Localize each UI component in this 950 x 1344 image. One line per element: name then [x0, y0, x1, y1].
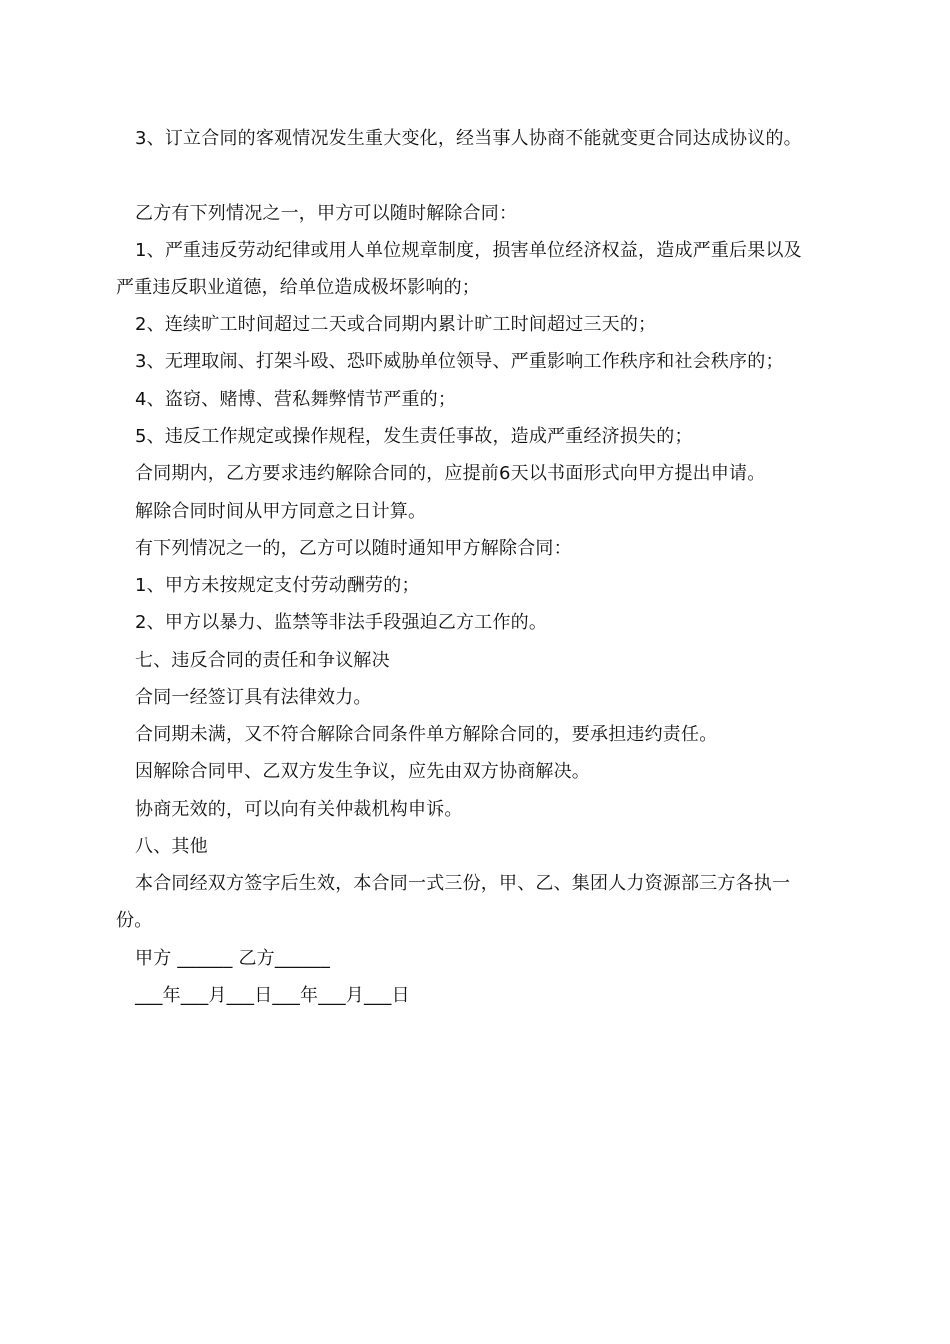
effectiveness-line-cont: 份。 [116, 910, 153, 931]
signature-date-line: ___年___月___日___年___月___日 [135, 985, 410, 1006]
clause-5-violation: 5、违反工作规定或操作规程，发生责任事故，造成严重经济损失的； [135, 426, 693, 447]
signature-parties-line: 甲方 ______ 乙方______ [135, 948, 331, 969]
section-8-heading: 八、其他 [135, 836, 208, 857]
clause-3-disorder: 3、无理取闹、打架斗殴、恐吓威胁单位领导、严重影响工作秩序和社会秩序的； [135, 351, 784, 372]
party-a-termination-heading: 有下列情况之一的，乙方可以随时通知甲方解除合同： [135, 538, 572, 559]
party-a-clause-1: 1、甲方未按规定支付劳动酬劳的； [135, 575, 420, 596]
party-b-termination-heading: 乙方有下列情况之一，甲方可以随时解除合同： [135, 203, 518, 224]
clause-1-discipline: 1、严重违反劳动纪律或用人单位规章制度，损害单位经济权益，造成严重后果以及 [135, 240, 802, 261]
termination-date-rule: 解除合同时间从甲方同意之日计算。 [135, 501, 427, 522]
clause-2-absence: 2、连续旷工时间超过二天或合同期内累计旷工时间超过三天的； [135, 314, 657, 335]
arbitration-line: 协商无效的，可以向有关仲裁机构申诉。 [135, 799, 463, 820]
party-a-clause-2: 2、甲方以暴力、监禁等非法手段强迫乙方工作的。 [135, 612, 548, 633]
dispute-negotiation-line: 因解除合同甲、乙双方发生争议，应先由双方协商解决。 [135, 761, 590, 782]
section-7-heading: 七、违反合同的责任和争议解决 [135, 650, 390, 671]
clause-3-objective-change: 3、订立合同的客观情况发生重大变化，经当事人协商不能就变更合同达成协议的。 [135, 128, 802, 149]
effectiveness-line: 本合同经双方签字后生效，本合同一式三份，甲、乙、集团人力资源部三方各执一 [135, 873, 791, 894]
early-termination-notice: 合同期内，乙方要求违约解除合同的，应提前6天以书面形式向甲方提出申请。 [135, 463, 766, 484]
clause-4-theft: 4、盗窃、赌博、营私舞弊情节严重的； [135, 389, 457, 410]
clause-1-discipline-cont: 严重违反职业道德，给单位造成极坏影响的； [116, 277, 480, 298]
breach-liability-line: 合同期未满，又不符合解除合同条件单方解除合同的，要承担违约责任。 [135, 724, 718, 745]
legal-effect-line: 合同一经签订具有法律效力。 [135, 687, 372, 708]
